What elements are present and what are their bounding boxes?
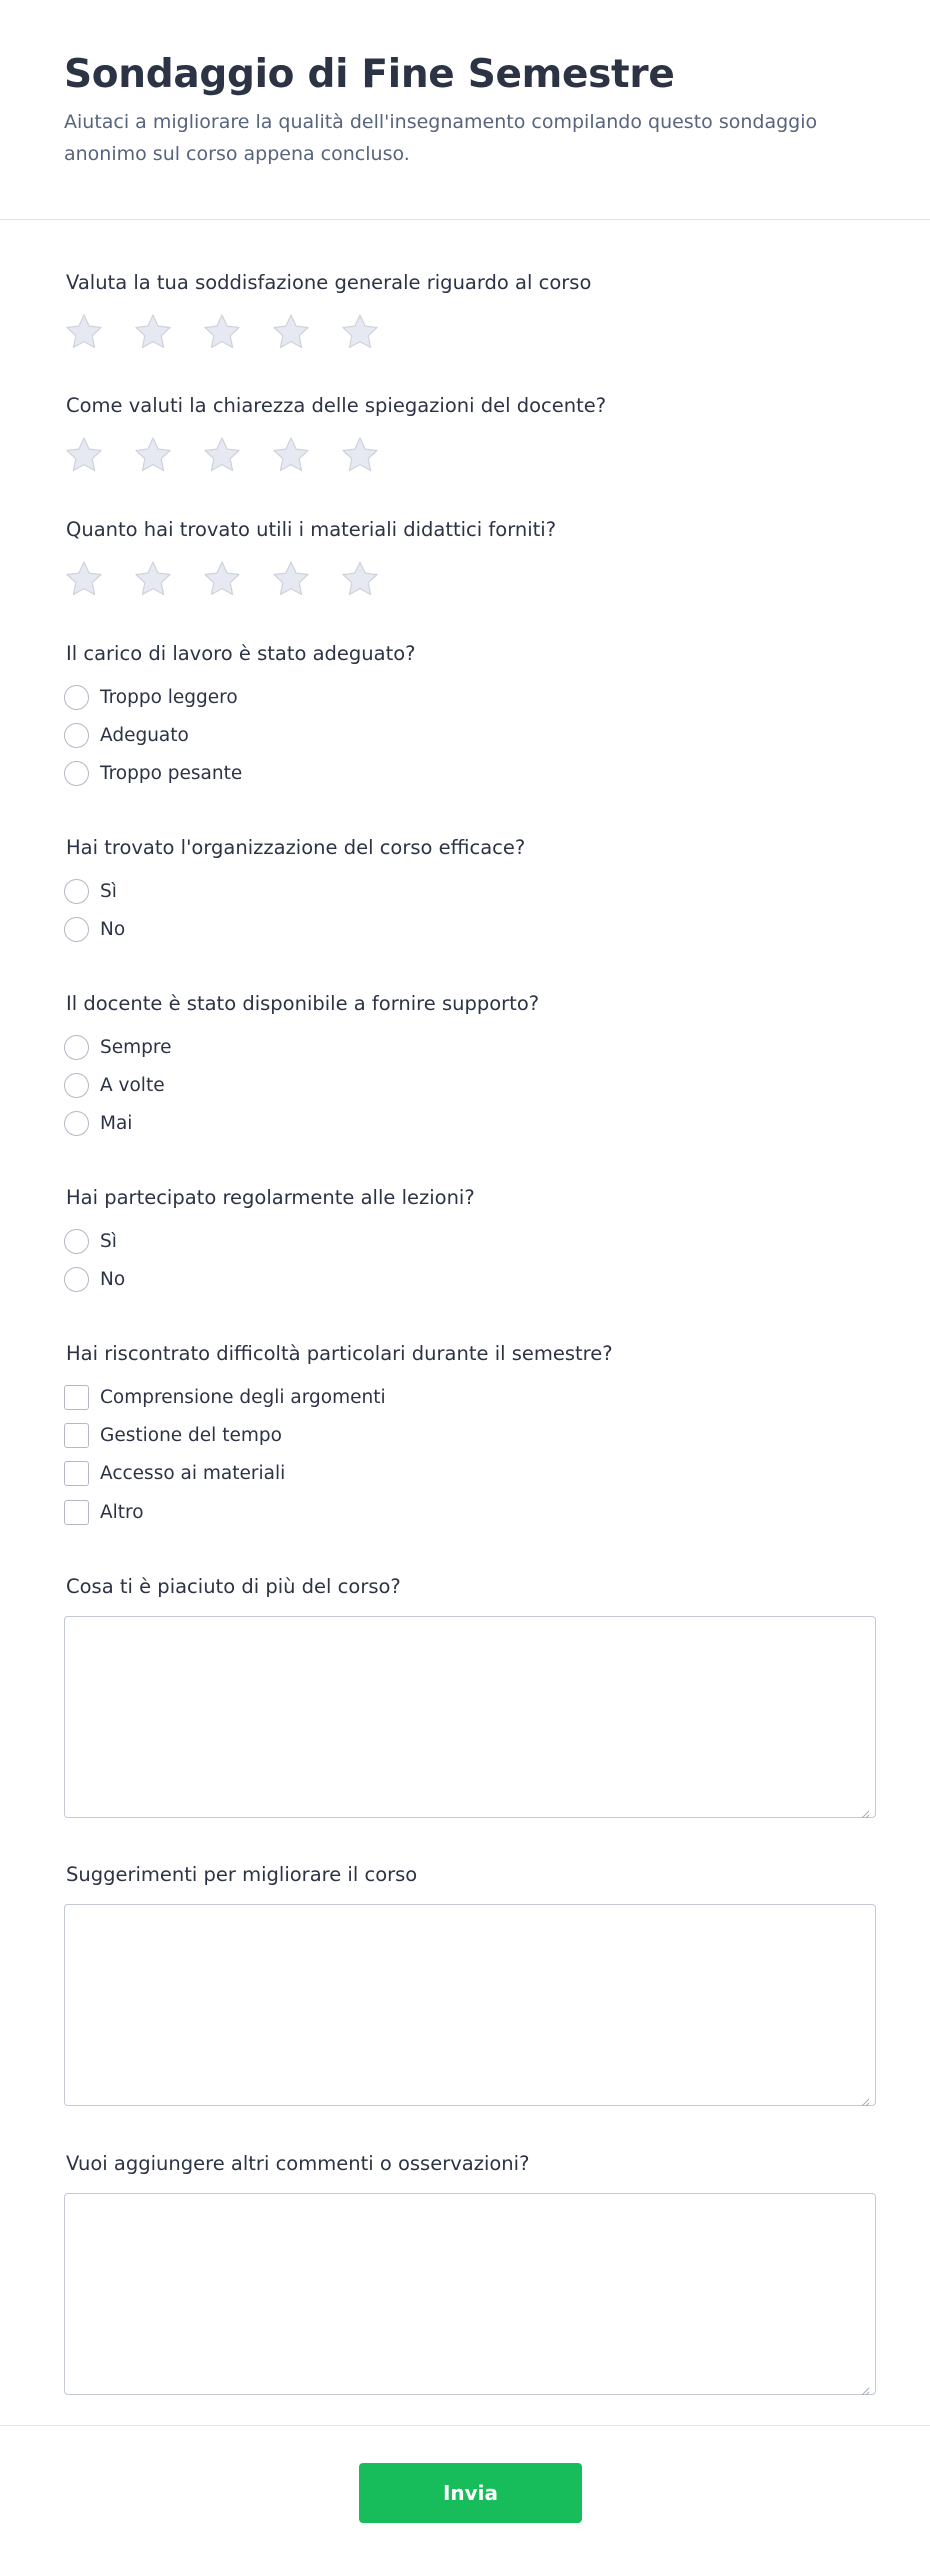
suggestions-textarea[interactable] [64, 1904, 876, 2106]
text-question-suggestions: Suggerimenti per migliorare il corso [66, 1863, 418, 1886]
checkbox[interactable] [64, 1461, 89, 1486]
radio-button[interactable] [64, 761, 89, 786]
checkbox-option[interactable]: Accesso ai materiali [64, 1459, 285, 1487]
liked-textarea[interactable] [64, 1616, 876, 1818]
checkbox-option[interactable]: Altro [64, 1498, 144, 1526]
submit-button[interactable]: Invia [359, 2463, 582, 2523]
radio-button[interactable] [64, 1229, 89, 1254]
radio-option[interactable]: No [64, 1265, 125, 1293]
radio-option[interactable]: No [64, 915, 125, 943]
radio-question-support: Il docente è stato disponibile a fornire supporto? [66, 992, 540, 1015]
star-icon[interactable] [271, 312, 311, 352]
star-icon[interactable] [202, 312, 242, 352]
star-icon[interactable] [271, 435, 311, 475]
form-header [0, 0, 930, 220]
star-icon[interactable] [271, 559, 311, 599]
radio-button[interactable] [64, 1035, 89, 1060]
rating-question-materials: Quanto hai trovato utili i materiali didattici forniti? [66, 518, 557, 541]
radio-option[interactable]: Sì [64, 877, 117, 905]
checkbox[interactable] [64, 1385, 89, 1410]
star-icon[interactable] [133, 559, 173, 599]
star-icon[interactable] [340, 435, 380, 475]
radio-button[interactable] [64, 723, 89, 748]
star-rating-clarity [64, 435, 409, 475]
resize-handle-icon[interactable] [860, 2092, 870, 2102]
checkbox[interactable] [64, 1500, 89, 1525]
rating-question-clarity: Come valuti la chiarezza delle spiegazioni del docente? [66, 394, 607, 417]
star-rating-satisfaction [64, 312, 409, 352]
radio-question-workload: Il carico di lavoro è stato adeguato? [66, 642, 416, 665]
star-icon[interactable] [133, 435, 173, 475]
checkbox-option[interactable]: Gestione del tempo [64, 1421, 282, 1449]
star-icon[interactable] [133, 312, 173, 352]
radio-option[interactable]: A volte [64, 1071, 165, 1099]
star-icon[interactable] [340, 559, 380, 599]
checkbox[interactable] [64, 1423, 89, 1448]
star-icon[interactable] [64, 559, 104, 599]
resize-handle-icon[interactable] [860, 1804, 870, 1814]
radio-option[interactable]: Troppo leggero [64, 683, 238, 711]
radio-button[interactable] [64, 1267, 89, 1292]
page-subtitle: Aiutaci a migliorare la qualità dell'insegnamento compilando questo sondaggio anonimo sul corso appena concluso. [64, 111, 818, 165]
radio-option[interactable]: Mai [64, 1109, 132, 1137]
star-icon[interactable] [64, 312, 104, 352]
radio-question-attendance: Hai partecipato regolarmente alle lezioni? [66, 1186, 475, 1209]
radio-button[interactable] [64, 1111, 89, 1136]
radio-option[interactable]: Troppo pesante [64, 759, 242, 787]
radio-option[interactable]: Sempre [64, 1033, 171, 1061]
radio-button[interactable] [64, 1073, 89, 1098]
checkbox-question-difficulties: Hai riscontrato difficoltà particolari durante il semestre? [66, 1342, 613, 1365]
star-icon[interactable] [202, 435, 242, 475]
page-title: Sondaggio di Fine Semestre [64, 52, 675, 97]
rating-question-satisfaction: Valuta la tua soddisfazione generale riguardo al corso [66, 271, 592, 294]
star-icon[interactable] [202, 559, 242, 599]
radio-button[interactable] [64, 917, 89, 942]
resize-handle-icon[interactable] [860, 2381, 870, 2391]
radio-question-organization: Hai trovato l'organizzazione del corso efficace? [66, 836, 526, 859]
text-question-liked: Cosa ti è piaciuto di più del corso? [66, 1575, 401, 1598]
checkbox-option[interactable]: Comprensione degli argomenti [64, 1383, 386, 1411]
radio-option[interactable]: Adeguato [64, 721, 189, 749]
radio-button[interactable] [64, 879, 89, 904]
star-icon[interactable] [64, 435, 104, 475]
comments-textarea[interactable] [64, 2193, 876, 2395]
star-rating-materials [64, 559, 409, 599]
radio-option[interactable]: Sì [64, 1227, 117, 1255]
text-question-comments: Vuoi aggiungere altri commenti o osservazioni? [66, 2152, 530, 2175]
star-icon[interactable] [340, 312, 380, 352]
radio-button[interactable] [64, 685, 89, 710]
